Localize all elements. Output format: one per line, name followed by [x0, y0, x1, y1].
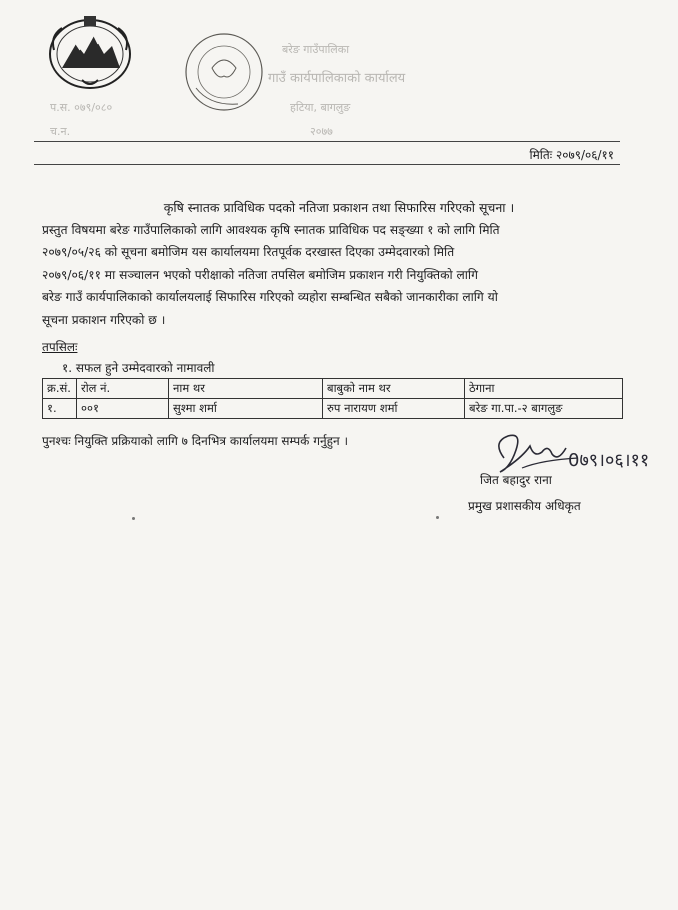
date-divider — [34, 164, 620, 165]
table-row — [43, 399, 623, 419]
body-line: सूचना प्रकाशन गरिएको छ । — [42, 312, 166, 327]
candidate-list-heading: १. सफल हुने उम्मेदवारको नामावली — [62, 361, 215, 375]
table-header-row — [43, 379, 623, 399]
body-line: बरेङ गाउँ कार्यपालिकाको कार्यालयलाई सिफारिस गरिएको व्यहोरा सम्बन्धित सबैको जानकारीका लागि यो — [42, 290, 498, 305]
reference-number: प.स. ०७९/०८० — [50, 101, 113, 114]
notice-body — [42, 219, 620, 331]
signatory-name: जित बहादुर राना — [480, 473, 552, 487]
notice-title: कृषि स्नातक प्राविधिक पदको नतिजा प्रकाशन तथा सिफारिस गरिएको सूचना । — [163, 200, 515, 215]
notice-date: मितिः २०७९/०६/११ — [529, 148, 614, 162]
column-header: रोल नं. — [77, 379, 169, 399]
successful-candidates-table — [42, 378, 623, 419]
signatory-designation: प्रमुख प्रशासकीय अधिकृत — [468, 499, 581, 513]
table-cell: १. — [43, 399, 77, 419]
body-line: २०७९/०५/२६ को सूचना बमोजिम यस कार्यालयमा रितपूर्वक दरखास्त दिएका उम्मेदवारको मिति — [42, 245, 455, 260]
paper-speck — [132, 517, 135, 520]
government-emblem — [46, 10, 134, 92]
column-header: ठेगाना — [465, 379, 623, 399]
table-cell: बरेङ गा.पा.-२ बागलुङ — [465, 399, 623, 419]
office-name-line2: गाउँ कार्यपालिकाको कार्यालय — [268, 71, 406, 86]
office-established: २०७७ — [310, 125, 333, 138]
column-header: बाबुको नाम थर — [323, 379, 465, 399]
table-cell: रुप नारायण शर्मा — [323, 399, 465, 419]
office-name-line1: बरेङ गाउँपालिका — [282, 43, 350, 56]
column-header: नाम थर — [169, 379, 323, 399]
body-line: २०७९/०६/११ मा सञ्चालन भएको परीक्षाको नतिजा तपसिल बमोजिम प्रकाशन गरी नियुक्तिको लागि — [42, 267, 478, 282]
body-line: प्रस्तुत विषयमा बरेङ गाउँपालिकाको लागि आवश्यक कृषि स्नातक प्राविधिक पद सङ्ख्या १ को लागि मिति — [42, 223, 500, 237]
office-address: हटिया, बागलुङ — [290, 101, 351, 114]
header-divider — [34, 141, 620, 142]
column-header: क्र.सं. — [43, 379, 77, 399]
postscript-note: पुनश्चः नियुक्ति प्रक्रियाको लागि ७ दिनभित्र कार्यालयमा सम्पर्क गर्नुहुन । — [42, 434, 348, 448]
table-cell: ००१ — [77, 399, 169, 419]
office-round-stamp — [182, 30, 266, 114]
signature-date-text: 0७९।०६।११ — [568, 450, 650, 471]
dispatch-number: च.न. — [50, 125, 71, 138]
paper-speck — [436, 516, 439, 519]
table-cell: सुश्मा शर्मा — [169, 399, 323, 419]
tapsil-label: तपसिलः — [42, 340, 78, 354]
